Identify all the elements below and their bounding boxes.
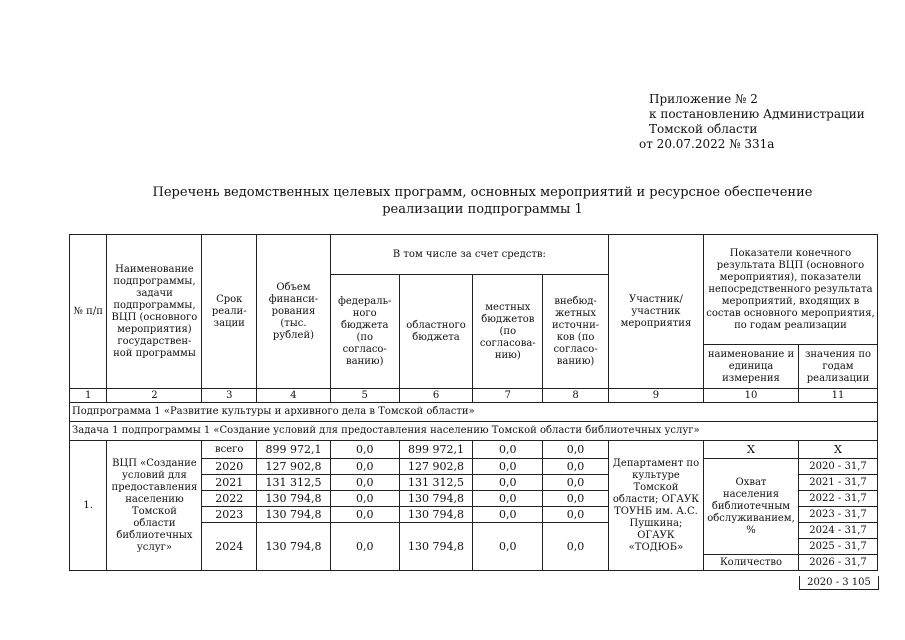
col-number: 11: [799, 389, 878, 403]
item-participant: Департамент по культуре Томской области; ОГАУК ТОУНБ им. А.С. Пушкина; ОГАУК «ТОДЮБ»: [608, 441, 703, 571]
local-cell: 0,0: [473, 523, 543, 571]
header-name: Наименование подпрограммы, задачи подпрограммы, ВЦП (основного мероприятия) государствен-ной программы: [107, 235, 202, 389]
term-cell: 2023: [202, 507, 257, 523]
col-number: 8: [543, 389, 609, 403]
indicator-value: 2020 - 3 105: [807, 577, 871, 588]
federal-cell: 0,0: [330, 507, 399, 523]
col-number: 4: [257, 389, 331, 403]
item-name: ВЦП «Создание условий для предоставления населению Томской области библиотечных услуг»: [107, 441, 202, 571]
header-federal: федераль-ного бюджета (по согласо-ванию): [330, 275, 399, 389]
indicator-name-x: Х: [703, 441, 798, 459]
appendix-date: от 20.07.2022 № 331а: [639, 137, 775, 151]
header-local: местных бюджетов (по согласова-нию): [473, 275, 543, 389]
regional-cell: 130 794,8: [399, 507, 473, 523]
title-line: реализации подпрограммы 1: [382, 202, 583, 217]
col-number: 5: [330, 389, 399, 403]
col-number: 6: [399, 389, 473, 403]
federal-cell: 0,0: [330, 475, 399, 491]
term-cell: 2020: [202, 459, 257, 475]
col-number: 2: [107, 389, 202, 403]
extra-cell: 0,0: [543, 459, 609, 475]
term-cell: 2022: [202, 491, 257, 507]
indicator-value: 2021 - 31,7: [799, 475, 878, 491]
task-row: Задача 1 подпрограммы 1 «Создание условий для предоставления населению Томской области библиотечных услуг»: [70, 422, 878, 441]
extra-cell: 0,0: [543, 441, 609, 459]
volume-cell: 127 902,8: [257, 459, 331, 475]
header-participant: Участник/ участник мероприятия: [608, 235, 703, 389]
local-cell: 0,0: [473, 459, 543, 475]
term-cell: 2024: [202, 523, 257, 571]
regional-cell: 899 972,1: [399, 441, 473, 459]
regional-cell: 127 902,8: [399, 459, 473, 475]
federal-cell: 0,0: [330, 523, 399, 571]
indicator-value: 2024 - 31,7: [799, 523, 878, 539]
header-regional: областного бюджета: [399, 275, 473, 389]
volume-cell: 130 794,8: [257, 507, 331, 523]
header-term: Срок реали-зации: [202, 235, 257, 389]
indicator-values-x: Х: [799, 441, 878, 459]
header-num: № п/п: [70, 235, 107, 389]
indicator-name-1: Охват населения библиотечным обслуживанием, %: [703, 459, 798, 555]
col-number: 9: [608, 389, 703, 403]
header-indicators-group: Показатели конечного результата ВЦП (основного мероприятия), показатели непосредственного результата мероприятий, входящих в состав основного мероприятия, по годам реализации: [703, 235, 877, 345]
indicator-value: 2020 - 31,7: [799, 459, 878, 475]
appendix-block: [639, 92, 865, 152]
local-cell: 0,0: [473, 507, 543, 523]
local-cell: 0,0: [473, 441, 543, 459]
header-indicator-name: наименование и единица измерения: [703, 345, 798, 389]
extra-cell: 0,0: [543, 523, 609, 571]
indicator-value: 2025 - 31,7: [799, 539, 878, 555]
subprogram-row: Подпрограмма 1 «Развитие культуры и архивного дела в Томской области»: [70, 403, 878, 422]
regional-cell: 130 794,8: [399, 491, 473, 507]
header-funds-group: В том числе за счет средств:: [330, 235, 608, 275]
regional-cell: 131 312,5: [399, 475, 473, 491]
term-cell: 2021: [202, 475, 257, 491]
indicator-name-2: Количество: [703, 555, 798, 571]
program-table: [69, 234, 878, 571]
local-cell: 0,0: [473, 475, 543, 491]
indicator-value: 2026 - 31,7: [799, 555, 878, 571]
indicator-value: 2023 - 31,7: [799, 507, 878, 523]
col-number: 10: [703, 389, 798, 403]
header-extra: внебюд-жетных источни-ков (по согласо-ванию): [543, 275, 609, 389]
volume-cell: 899 972,1: [257, 441, 331, 459]
col-number: 3: [202, 389, 257, 403]
appendix-line: Томской области: [649, 122, 758, 136]
federal-cell: 0,0: [330, 459, 399, 475]
volume-cell: 130 794,8: [257, 491, 331, 507]
volume-cell: 131 312,5: [257, 475, 331, 491]
header-volume: Объем финанси-рования (тыс. рублей): [257, 235, 331, 389]
document-title: [100, 184, 865, 218]
local-cell: 0,0: [473, 491, 543, 507]
appendix-line: к постановлению Администрации: [649, 107, 865, 121]
federal-cell: 0,0: [330, 491, 399, 507]
indicator-value: 2022 - 31,7: [799, 491, 878, 507]
title-line: Перечень ведомственных целевых программ, основных мероприятий и ресурсное обеспечение: [152, 185, 813, 200]
extra-cell: 0,0: [543, 491, 609, 507]
col-number: 1: [70, 389, 107, 403]
volume-cell: 130 794,8: [257, 523, 331, 571]
header-indicator-values: значения по годам реализации: [799, 345, 878, 389]
item-number: 1.: [70, 441, 107, 571]
regional-cell: 130 794,8: [399, 523, 473, 571]
col-number: 7: [473, 389, 543, 403]
term-cell: всего: [202, 441, 257, 459]
federal-cell: 0,0: [330, 441, 399, 459]
extra-cell: 0,0: [543, 507, 609, 523]
indicator-value-cutoff: [799, 576, 879, 590]
appendix-line: Приложение № 2: [649, 92, 758, 106]
extra-cell: 0,0: [543, 475, 609, 491]
